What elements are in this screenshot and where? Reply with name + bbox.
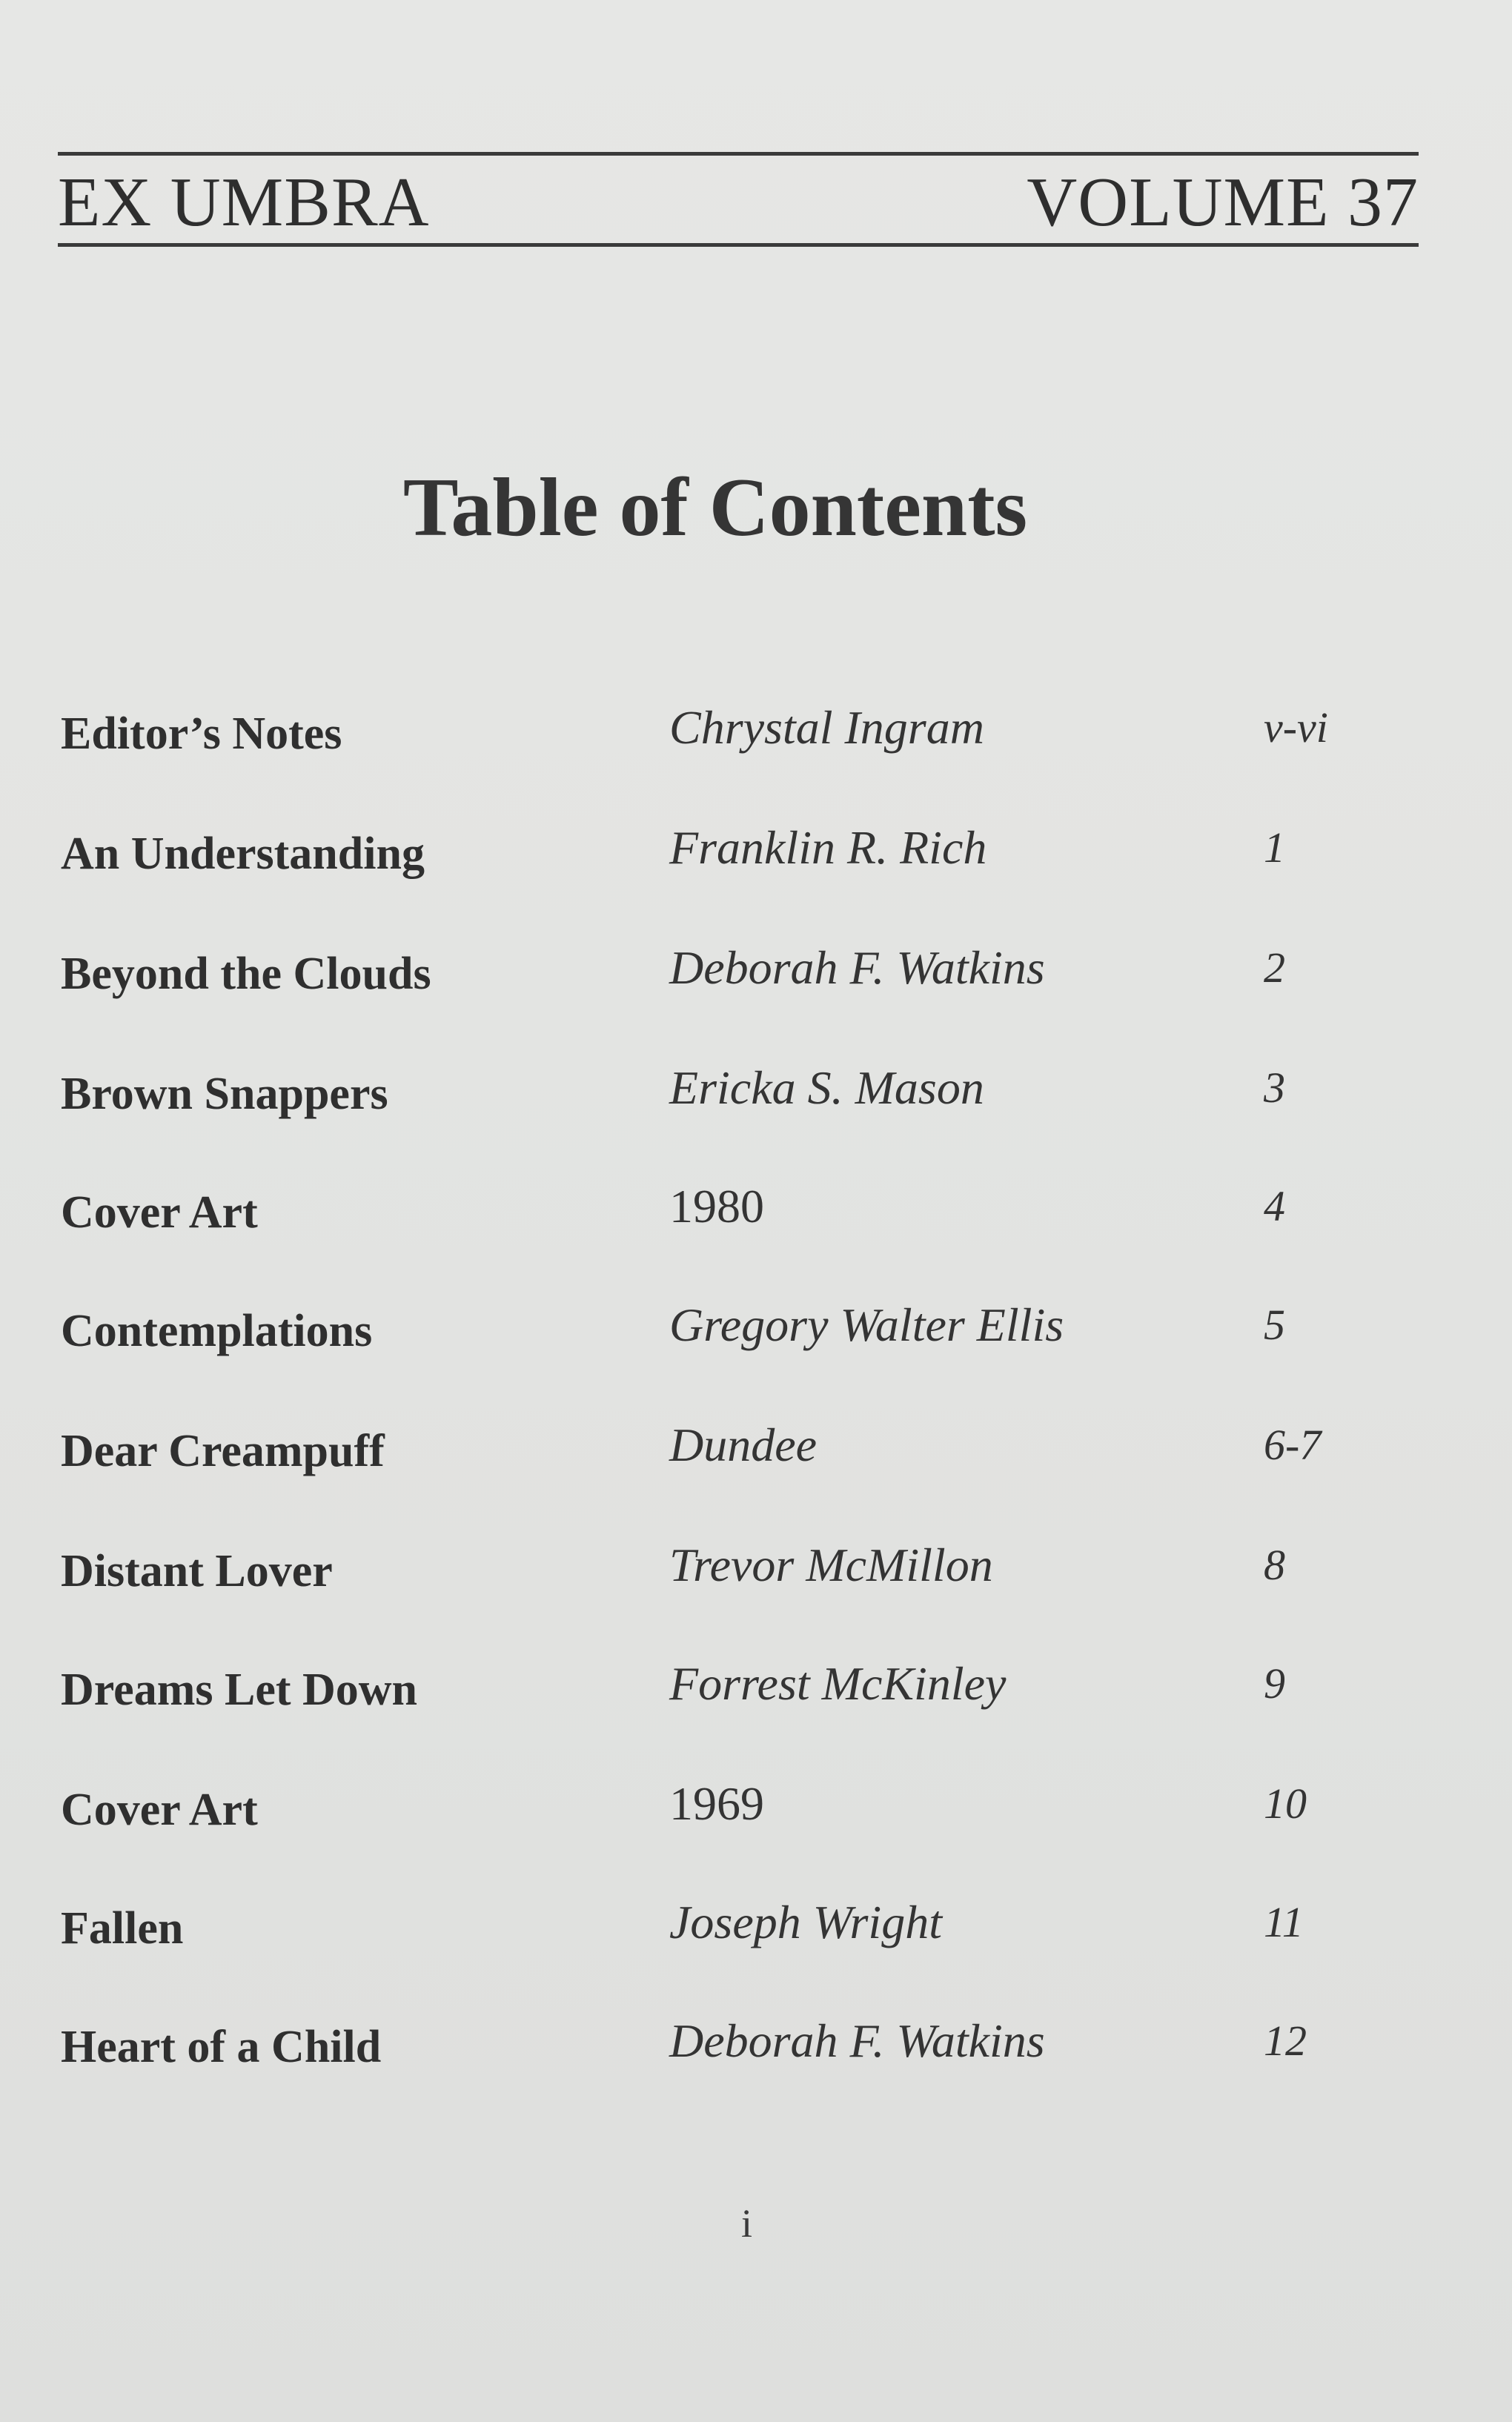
entry-page: 1 [1264, 823, 1285, 872]
entry-page: 6-7 [1264, 1421, 1322, 1469]
entry-title: Cover Art [61, 1187, 258, 1238]
entry-page: 4 [1264, 1182, 1285, 1230]
entry-title: Contemplations [61, 1306, 373, 1356]
toc-entry [0, 1414, 1512, 1496]
entry-author: Forrest McKinley [669, 1657, 1007, 1710]
entry-author: 1980 [669, 1180, 764, 1232]
entry-page: 11 [1264, 1898, 1304, 1946]
entry-page: 12 [1264, 2017, 1307, 2065]
entry-author: Trevor McMillon [669, 1539, 993, 1591]
toc-entry [0, 1891, 1512, 1973]
toc-entry [0, 1653, 1512, 1734]
entry-title: Distant Lover [61, 1546, 333, 1596]
entry-author: Dundee [669, 1419, 818, 1471]
publication-name: EX UMBRA [58, 164, 430, 241]
toc-entry [0, 1175, 1512, 1257]
toc-entry [0, 2010, 1512, 2091]
entry-page: 10 [1264, 1779, 1307, 1828]
entry-page: 5 [1264, 1301, 1285, 1349]
entry-author: Joseph Wright [669, 1896, 942, 1948]
entry-page: v-vi [1264, 703, 1328, 752]
toc-entry [0, 697, 1512, 778]
entry-title: Heart of a Child [61, 2022, 382, 2072]
entry-title: Dreams Let Down [61, 1665, 418, 1715]
entry-title: Editor’s Notes [61, 709, 342, 759]
volume-label: VOLUME 37 [1027, 164, 1419, 241]
entry-author: Deborah F. Watkins [669, 941, 1045, 994]
header-rule-top [58, 152, 1419, 156]
entry-page: 9 [1264, 1659, 1285, 1708]
entry-author: Chrystal Ingram [669, 701, 984, 754]
entry-title: Beyond the Clouds [61, 949, 431, 999]
entry-page: 3 [1264, 1064, 1285, 1112]
page-number: i [741, 2201, 753, 2246]
entry-author: Franklin R. Rich [669, 821, 987, 874]
entry-title: Dear Creampuff [61, 1426, 385, 1476]
entry-title: Fallen [61, 1903, 184, 1954]
entry-page: 2 [1264, 943, 1285, 992]
toc-entry [0, 1773, 1512, 1854]
entry-author: 1969 [669, 1777, 764, 1830]
page-title: Table of Contents [402, 462, 1028, 554]
entry-page: 8 [1264, 1541, 1285, 1589]
toc-entry [0, 937, 1512, 1018]
toc-entry [0, 817, 1512, 898]
toc-entry [0, 1294, 1512, 1376]
entry-author: Ericka S. Mason [669, 1061, 984, 1114]
entry-author: Deborah F. Watkins [669, 2014, 1045, 2067]
entry-title: Brown Snappers [61, 1069, 388, 1119]
toc-entry [0, 1057, 1512, 1138]
entry-title: Cover Art [61, 1785, 258, 1835]
toc-entry [0, 1534, 1512, 1616]
entry-author: Gregory Walter Ellis [669, 1298, 1064, 1351]
header-rule-bottom [58, 243, 1419, 247]
entry-title: An Understanding [61, 829, 425, 879]
